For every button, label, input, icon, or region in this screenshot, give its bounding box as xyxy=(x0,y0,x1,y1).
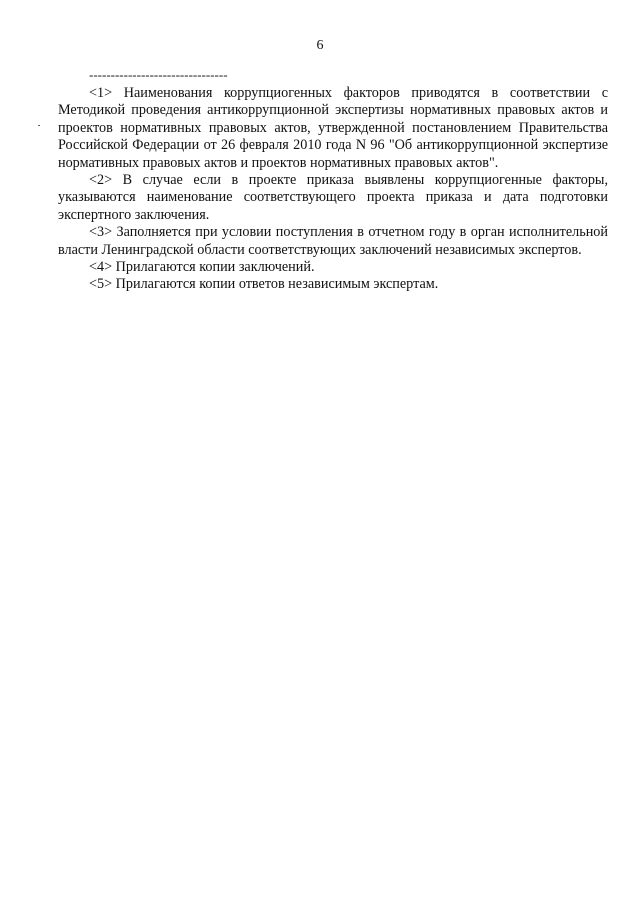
scan-artifact xyxy=(38,125,40,126)
footnotes-block xyxy=(58,85,608,294)
footnote-2: <2> В случае если в проекте приказа выявлены коррупциогенные факторы, указываются наименование соответствующего проекта приказа и дата подготовки экспертного заключения. xyxy=(58,172,608,223)
footnote-3: <3> Заполняется при условии поступления в отчетном году в орган исполнительной власти Ленинградской области соответствующих заключений независимых экспертов. xyxy=(58,224,608,258)
page-number: 6 xyxy=(316,38,324,53)
footnote-separator: -------------------------------- xyxy=(89,67,228,82)
footnote-4: <4> Прилагаются копии заключений. xyxy=(89,259,315,276)
footnote-5: <5> Прилагаются копии ответов независимым экспертам. xyxy=(89,276,439,293)
footnote-1: <1> Наименования коррупциогенных факторов приводятся в соответствии с Методикой проведения антикоррупционной экспертизы нормативных правовых актов и проектов нормативных правовых актов, утвержденной постановлением Правительства Российской Федерации от 26 февраля 2010 года N 96 "Об антикоррупционной экспертизе нормативных правовых актов и проектов нормативных правовых актов". xyxy=(58,85,608,171)
